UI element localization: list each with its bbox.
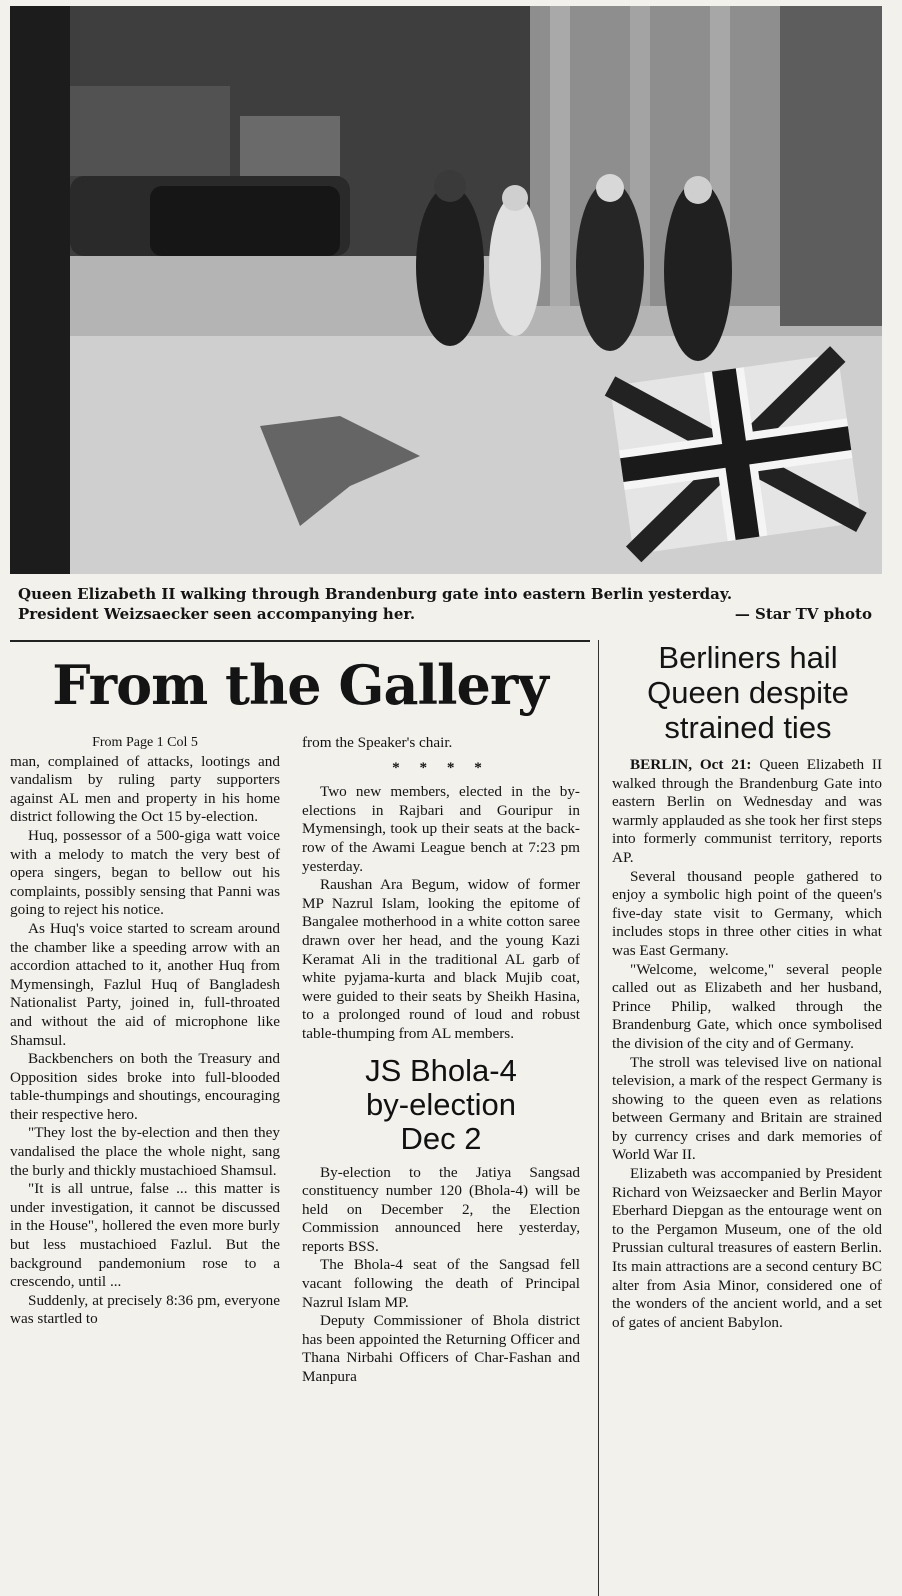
section-rule bbox=[10, 640, 590, 642]
gallery-column-1 bbox=[10, 734, 280, 1329]
headline-line: by-election bbox=[366, 1086, 516, 1122]
news-photo bbox=[10, 6, 882, 574]
photo-credit: — Star TV photo bbox=[734, 605, 872, 623]
headline-line: Dec 2 bbox=[400, 1120, 482, 1156]
caption-line-2: President Weizsaecker seen accompanying her. bbox=[18, 605, 416, 623]
paragraph: Huq, possessor of a 500-giga watt voice with a melody to match the very best of opera singers, began to bellow out his complaints, possibly sensing that Panni was going to reject his notice. bbox=[10, 826, 280, 919]
paragraph: Several thousand people gathered to enjoy a symbolic high point of the queen's five-day state visit to Germany, which includes stops in three other cities in what was East Germany. bbox=[612, 867, 882, 959]
bhola-headline bbox=[302, 1054, 580, 1156]
paragraph: "Welcome, welcome," several people called out as Elizabeth and her husband, Prince Philip, walked through the Brandenburg Gate, which once symbolised the division of the city and of Germany. bbox=[612, 960, 882, 1052]
gallery-column-2 bbox=[302, 734, 580, 1387]
berlin-column bbox=[612, 756, 882, 1332]
headline-line: Queen despite bbox=[647, 675, 849, 710]
headline-line: JS Bhola-4 bbox=[365, 1052, 517, 1088]
lead-text: Queen Elizabeth II walked through the Brandenburg Gate into eastern Berlin on Wednesday and was warmly applauded as she took her first steps into formerly communist territory, reports AP. bbox=[612, 756, 883, 866]
headline-line: Berliners hail bbox=[658, 640, 838, 675]
photo-caption bbox=[18, 584, 880, 624]
continuation-note: From Page 1 Col 5 bbox=[92, 735, 198, 750]
lead-paragraph bbox=[612, 756, 882, 868]
dateline: BERLIN, Oct 21: bbox=[630, 756, 752, 773]
paragraph: from the Speaker's chair. bbox=[302, 734, 453, 751]
berlin-headline bbox=[606, 640, 890, 745]
headline-line: strained ties bbox=[664, 710, 832, 745]
paragraph: Deputy Commissioner of Bhola district has been appointed the Returning Officer and Thana Nirbahi Officers of Char-Fashan and Manpura bbox=[302, 1312, 580, 1386]
paragraph: "It is all untrue, false ... this matter is under investigation, it cannot be discussed in the House", hollered the even more burly but less mustachioed Fazlul. But the background pandemonium rose to a crescendo, until ... bbox=[10, 1180, 280, 1291]
paragraph: Raushan Ara Begum, widow of former MP Nazrul Islam, looking the epitome of Bangalee motherhood in a white cotton saree drawn over her head, and the young Kazi Keramat Ali in the traditional AL garb of white pyjama-kurta and black Mujib coat, were guided to their seats by Sheikh Hasina, to a prolonged round of loud and robust table-thumping from AL members. bbox=[302, 876, 580, 1042]
paragraph: The stroll was televised live on national television, a mark of the respect Germany is showing to the queen even as relations between Germany and Britain are strained by currency crises and dark memories of World War II. bbox=[612, 1053, 882, 1164]
gallery-title: From the Gallery bbox=[52, 653, 548, 717]
paragraph: Two new members, elected in the by-elections in Rajbari and Gouripur in Mymensingh, took up their seats at the back-row of the Awami League bench at 7:23 pm yesterday. bbox=[302, 783, 580, 875]
paragraph: By-election to the Jatiya Sangsad constituency number 120 (Bhola-4) will be held on December 2, the Election Commission announced here yesterday, reports BSS. bbox=[302, 1163, 580, 1255]
paragraph: Suddenly, at precisely 8:36 pm, everyone was startled to bbox=[10, 1291, 280, 1328]
caption-line-1: Queen Elizabeth II walking through Brandenburg gate into eastern Berlin yesterday. bbox=[18, 585, 733, 603]
paragraph: man, complained of attacks, lootings and vandalism by ruling party supporters against AL men and property in his home district following the Oct 15 by-election. bbox=[10, 752, 280, 826]
section-separator: * * * * bbox=[392, 758, 490, 776]
paragraph: Backbenchers on both the Treasury and Opposition sides broke into full-blooded table-thumpings and shoutings, encouraging their respective hero. bbox=[10, 1050, 280, 1123]
paragraph: "They lost the by-election and then they vandalised the place the whole night, sang the burly and thickly mustachioed Shamsul. bbox=[10, 1124, 280, 1179]
paragraph: Elizabeth was accompanied by President Richard von Weizsaecker and Berlin Mayor Eberhard Diepgan as the entourage went on to the Pergamon Museum, one of the old Prussian cultural treasures of eastern Berlin. Its main attractions are a second century BC alter from Asia Minor, considered one of the wonders of the ancient world, and a set of gates of ancient Babylon. bbox=[612, 1165, 882, 1331]
paragraph: The Bhola-4 seat of the Sangsad fell vacant following the death of Principal Nazrul Islam MP. bbox=[302, 1256, 580, 1311]
paragraph: As Huq's voice started to scream around the chamber like a speeding arrow with an accordion attached to it, another Huq from Mymensingh, Fazlul Huq of Bangladesh Nationalist Party, joined in, full-throated and without the aid of microphone like Shamsul. bbox=[10, 919, 280, 1049]
column-divider bbox=[598, 640, 599, 1596]
photo-illustration bbox=[10, 6, 882, 574]
